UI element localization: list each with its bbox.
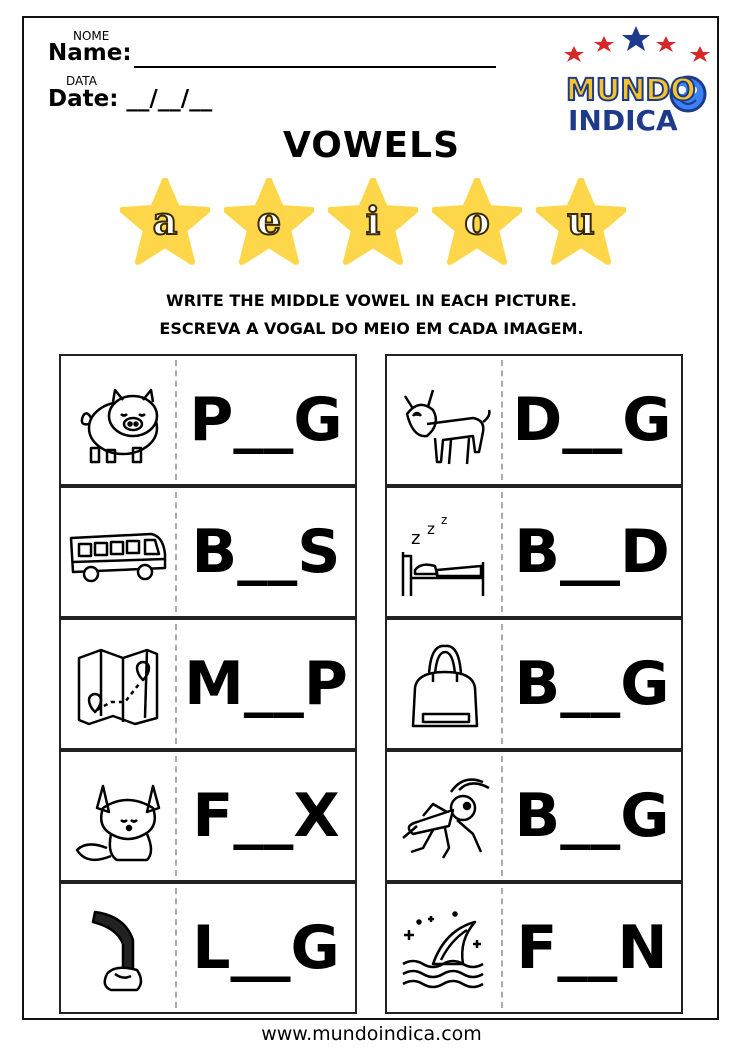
instruction-english: WRITE THE MIDDLE VOWEL IN EACH PICTURE. (166, 291, 577, 310)
card-bag (385, 618, 683, 750)
leg-icon (67, 900, 169, 1000)
logo-line1: MUNDO (566, 73, 696, 108)
word-blank[interactable]: F__N (516, 913, 668, 983)
svg-text:z: z (427, 520, 435, 538)
word-blank[interactable]: M__P (184, 649, 348, 719)
card-map (59, 618, 357, 750)
date-small-label: DATA (66, 74, 97, 88)
logo-line2: INDICA (568, 104, 678, 136)
name-small-label: NOME (73, 29, 110, 43)
page-title: VOWELS (283, 125, 460, 166)
card-fox (59, 750, 357, 882)
fox-icon (67, 768, 169, 868)
fin-icon (393, 900, 495, 1000)
dashed-divider (501, 360, 503, 480)
bug-icon (393, 768, 495, 868)
vowel-letter: e (256, 198, 282, 243)
card-bus (59, 486, 357, 618)
bed-icon (393, 504, 495, 604)
vowel-star-u (536, 178, 626, 266)
card-bug (385, 750, 683, 882)
pig-icon (67, 372, 169, 472)
dashed-divider (175, 624, 177, 744)
dashed-divider (501, 492, 503, 612)
word-blank[interactable]: D__G (512, 385, 672, 455)
word-blank[interactable]: P__G (189, 385, 343, 455)
vowel-letter: o (464, 198, 490, 243)
word-blank[interactable]: B__D (514, 517, 670, 587)
word-blank[interactable]: B__G (514, 649, 670, 719)
dashed-divider (175, 360, 177, 480)
svg-text:z: z (441, 513, 448, 527)
name-input-line[interactable] (134, 66, 496, 68)
vowel-letter: u (567, 198, 595, 243)
card-dog (385, 354, 683, 486)
svg-text:z: z (411, 528, 421, 549)
word-blank[interactable]: B__G (514, 781, 670, 851)
card-pig (59, 354, 357, 486)
dashed-divider (175, 492, 177, 612)
card-bed (385, 486, 683, 618)
vowel-letter: a (152, 198, 178, 243)
card-fin (385, 882, 683, 1014)
vowel-star-i (328, 178, 418, 266)
dashed-divider (175, 888, 177, 1008)
vowel-star-o (432, 178, 522, 266)
bus-icon (67, 504, 169, 604)
date-label[interactable]: Date: __/__/__ (48, 86, 213, 112)
word-blank[interactable]: B__S (191, 517, 341, 587)
dashed-divider (501, 756, 503, 876)
dog-icon (393, 372, 495, 472)
mundo-indica-logo (560, 24, 718, 136)
vowel-letter: i (365, 198, 381, 243)
card-leg (59, 882, 357, 1014)
bag-icon (393, 636, 495, 736)
name-label: Name: (48, 40, 132, 66)
vowel-star-e (224, 178, 314, 266)
dashed-divider (175, 756, 177, 876)
map-icon (67, 636, 169, 736)
word-blank[interactable]: L__G (192, 913, 340, 983)
dashed-divider (501, 888, 503, 1008)
logo-graphic (560, 24, 718, 136)
dashed-divider (501, 624, 503, 744)
word-blank[interactable]: F__X (192, 781, 340, 851)
vowel-star-a (120, 178, 210, 266)
footer-url[interactable]: www.mundoindica.com (261, 1023, 482, 1045)
instruction-portuguese: ESCREVA A VOGAL DO MEIO EM CADA IMAGEM. (159, 319, 584, 338)
